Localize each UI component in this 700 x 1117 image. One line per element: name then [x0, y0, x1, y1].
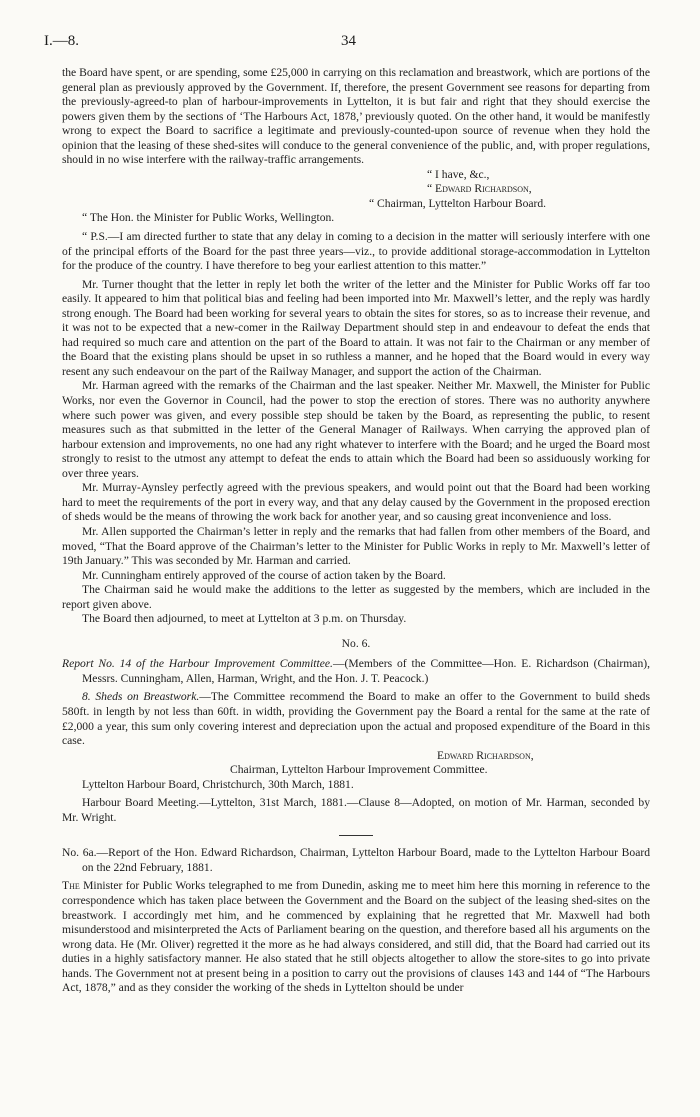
postscript: “ P.S.—I am directed further to state that any delay in coming to a decision in the matter will seriously interfere with one of the principal efforts of the Board for the past three years—viz., to provide additional storage-accommodation in Lyttelton for the produce of the country. I have therefore to beg your earliest attention to this matter.”: [62, 230, 650, 273]
page-body: [62, 66, 650, 996]
section-heading: No. 6.: [341, 636, 371, 650]
place-and-date: Lyttelton Harbour Board, Christchurch, 30th March, 1881.: [82, 777, 354, 791]
paragraph: The Board then adjourned, to meet at Lyttelton at 3 p.m. on Thursday.: [82, 612, 407, 626]
letter-closing: “ I have, &c.,: [427, 167, 490, 181]
meeting-record: Harbour Board Meeting.—Lyttelton, 31st March, 1881.—Clause 8—Adopted, on motion of Mr. Harman, seconded by Mr. Wright.: [62, 796, 650, 824]
page-number: 34: [341, 33, 356, 49]
report-title-block: [62, 657, 650, 686]
committee-signature-name: Edward Richardson,: [437, 748, 534, 762]
section-divider: [339, 835, 373, 836]
report-text: Minister for Public Works telegraphed to me from Dunedin, asking me to meet him here this morning in reference to the correspondence which has taken place between the Government and the Board on the subject of the leasing shed-sites on the breastwork. I accordingly met him, and he commenced by explaining that he regretted that Mr. Maxwell had both misunderstood and misinterpreted the Acts of Parliament bearing on the question, and therefore based all his arguments on the wrong data. He (Mr. Oliver) regretted it the more as he had always considered, and still did, that the Board had carried out its duties in a highly satisfactory manner. He also stated that he still objects altogether to allow the store-sites to go into private hands. The Government not at present being in a position to carry out the provisions of clauses 143 and 144 of “The Harbours Act, 1878,” and as they consider the working of the sheds in Lyttelton should be under: [62, 879, 650, 995]
report-title: Report No. 14 of the Harbour Improvement Committee.: [62, 657, 333, 671]
paragraph: The Chairman said he would make the additions to the letter as suggested by the members, which are included in the report given above.: [62, 583, 650, 611]
clause-label: 8. Sheds on Breastwork.: [82, 690, 200, 704]
paragraph: Mr. Turner thought that the letter in reply let both the writer of the letter and the Minister for Public Works off far too easily. It appeared to him that political bias and feeling had been imported into Mr. Maxwell’s letter, and the reply was hardly strong enough. The Board had been working for several years to obtain the sites for stores, so as to increase their revenue, and it was not to be expected that a new-comer in the Railway Department should step in and endeavour to defeat the ends that had required so much care and attention on the part of the Board to attain. It was not fair to the Chairman or any member of the Board that the existing plans should be upset in so ruthless a manner, and he hoped that the Board would in every way resent any such endeavour on the part of the Railway Manager, and support the action of the Chairman.: [62, 277, 650, 378]
letter-signature-title: “ Chairman, Lyttelton Harbour Board.: [369, 196, 547, 210]
paragraph: Mr. Harman agreed with the remarks of the Chairman and the last speaker. Neither Mr. Maxwell, the Minister for Public Works, nor even the Governor in Council, had the power to stop the erection of stores. There was no authority anywhere where such power was given, and every possible step should be taken by the Board, as representing the public, to resent measures such as that submitted in the letter of the General Manager of Railways. When carrying the approved plan of harbour extension and improvements, no one had any right whatever to interfere with the Board; and he urged the Board most strongly to resist to the utmost any attempt to defeat the ends to attain which the Board had been so assiduously working for over three years.: [62, 379, 650, 480]
page-header: [44, 33, 656, 53]
letter-addressee: “ The Hon. the Minister for Public Works, Wellington.: [82, 211, 335, 225]
clause-text: —The Committee recommend the Board to make an offer to the Government to build sheds 580ft. in length by not less than 60ft. in width, providing the Government pay the Board a rental for the same at the rate of £2,000 a year, this sum only covering interest and depreciation upon the actual and proposed expenditure of the Board in this case.: [62, 690, 650, 748]
report-members: —(Members of the Committee—Hon. E. Richardson (Chairman), Messrs. Cunningham, Allen, Harman, Wright, and the Hon. J. T. Peacock.): [82, 657, 651, 685]
clause-paragraph: [62, 690, 650, 748]
section-6a-heading: No. 6a.—Report of the Hon. Edward Richardson, Chairman, Lyttelton Harbour Board, made to the Lyttelton Harbour Board on the 22nd February, 1881.: [62, 846, 650, 874]
paragraph: Mr. Cunningham entirely approved of the course of action taken by the Board.: [82, 568, 446, 582]
committee-signature-title: Chairman, Lyttelton Harbour Improvement Committee.: [230, 763, 488, 777]
letter-signature-name: “ Edward Richardson,: [427, 182, 532, 196]
paragraph: Mr. Allen supported the Chairman’s letter in reply and the remarks that had fallen from other members of the Board, and moved, “That the Board approve of the Chairman’s letter to the Minister for Public Works in reply to Mr. Maxwell’s letter of 19th January.” This was seconded by Mr. Harman and carried.: [62, 524, 650, 568]
paragraph: Mr. Murray-Aynsley perfectly agreed with the previous speakers, and would point out that the Board had been working hard to meet the requirements of the port in every way, and that any delay caused by the Government in the proposed erection of sheds would be the means of throwing the work back for another year, and so causing great inconvenience and loss.: [62, 481, 650, 524]
paragraph: the Board have spent, or are spending, some £25,000 in carrying on this reclamation and breastwork, which are portions of the general plan as previously approved by the Government. If, therefore, the present Government see reasons for departing from the previously-agreed-to plan of harbour-improvements in Lyttelton, it is but fair and right that they should exercise the powers given them by the sections of ‘The Harbours Act, 1878,’ previously quoted. On the other hand, it would be manifestly wrong to expect the Board to sacrifice a legitimate and previously-counted-upon source of revenue when they hold the opinion that the leasing of these shed-sites will conduce to the general convenience of the public, and, with proper regulations, should in no wise interfere with the railway-traffic arrangements.: [62, 66, 650, 167]
report-lead-word: The: [62, 879, 80, 893]
document-reference: I.—8.: [44, 33, 79, 49]
report-body: [62, 879, 650, 995]
